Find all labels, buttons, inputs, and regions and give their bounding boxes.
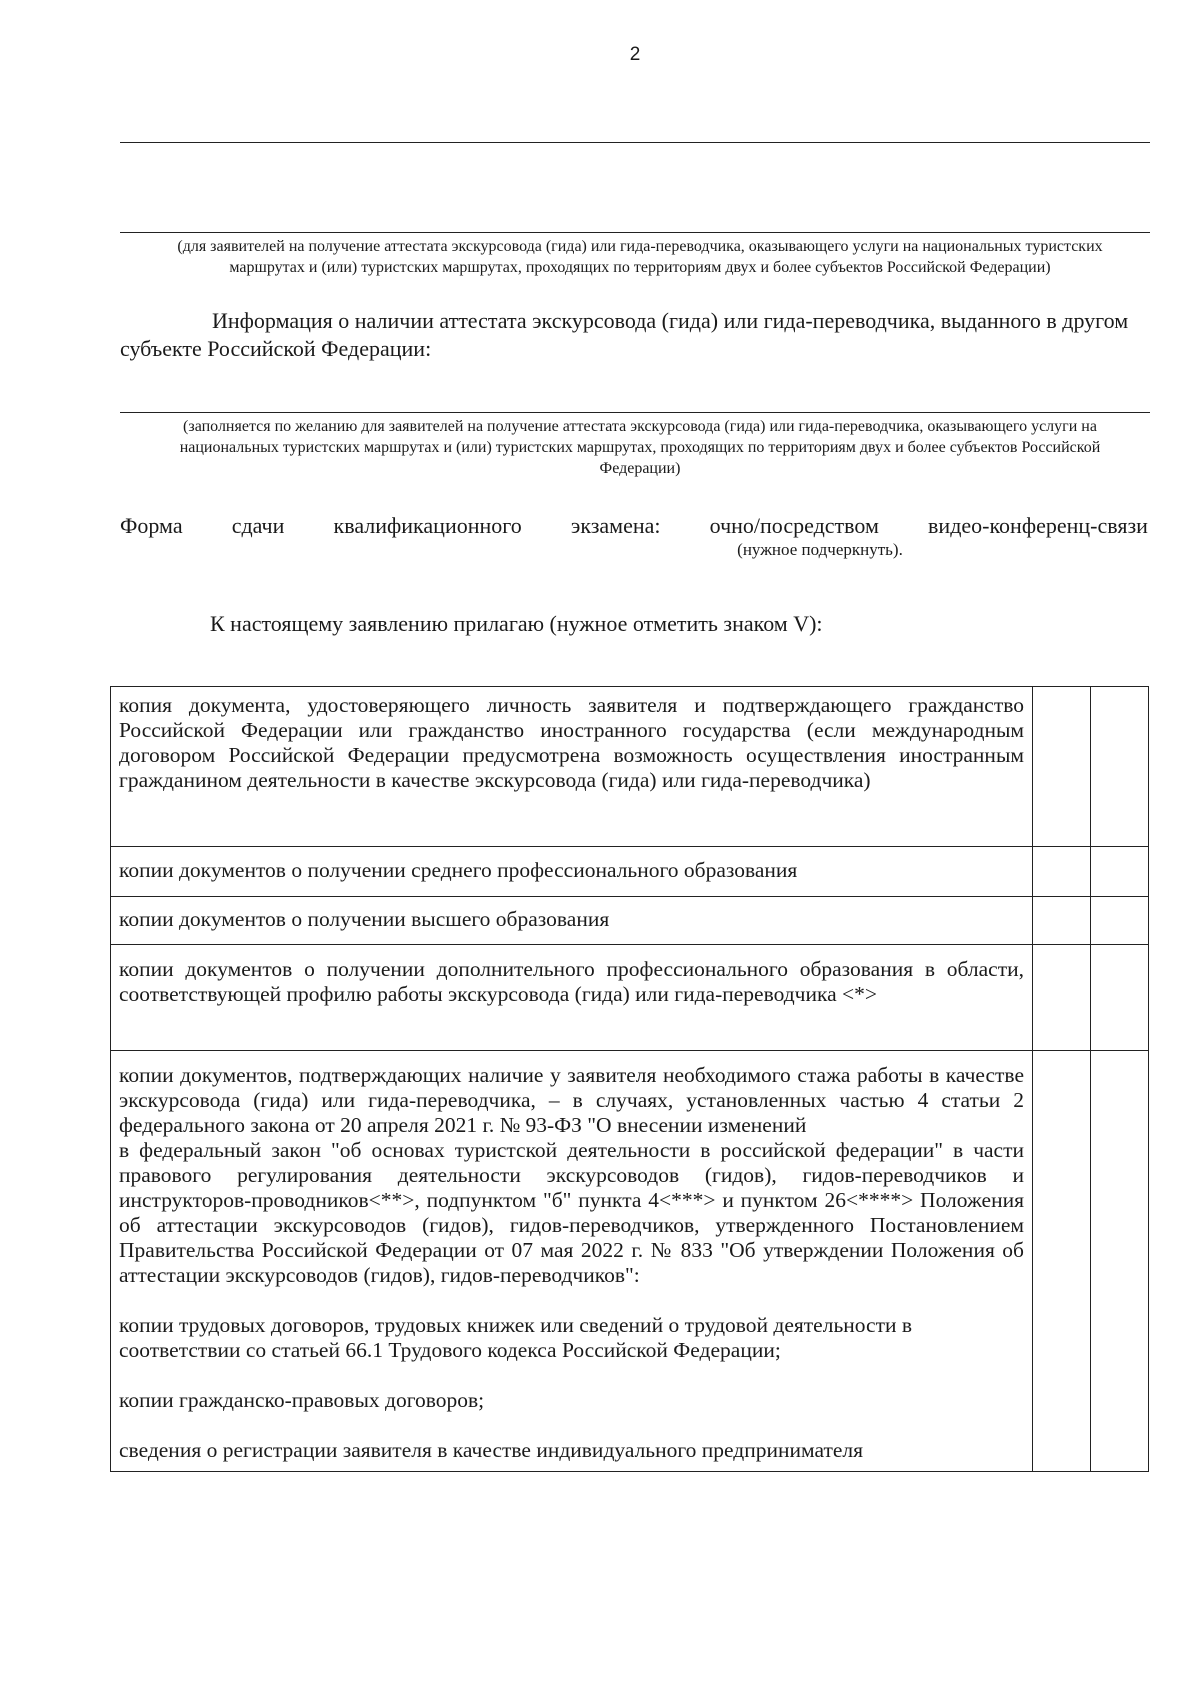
attachment-checkbox[interactable]	[1091, 945, 1149, 1051]
attachment-text: копии документов, подтверждающих наличие у заявителя необходимого стажа работы в качестве экскурсовода (гида) или гида-переводчика, – в случаях, установленных частью 4 статьи 2 федерального закона от 20 апреля 2021 г. № 93-ФЗ "О внесении изменений	[119, 1063, 1024, 1137]
applicant-scope-caption: (для заявителей на получение аттестата экскурсовода (гида) или гида-переводчика, оказывающего услуги на национальных туристских маршрутах и (или) туристских маршрутах, проходящих по территориям двух и более субъектов Российской Федерации)	[177, 238, 1103, 276]
attachment-checkbox[interactable]	[1091, 687, 1149, 847]
exam-form-option-in-person[interactable]: очно/посредством	[709, 513, 879, 538]
attachment-text: копия документа, удостоверяющего личность заявителя и подтверждающего гражданство Российской Федерации или гражданство иностранного государства (если международным договором Российской Федерации предусмотрена возможность осуществления иностранным гражданином деятельности в качестве экскурсовода (гида) или гида-переводчика)	[111, 687, 1033, 847]
exam-form-row	[120, 513, 1148, 539]
attachment-row	[111, 1051, 1149, 1472]
attachment-row	[111, 847, 1149, 897]
exam-form-option-video[interactable]: видео-конференц-связи	[928, 513, 1148, 538]
attachment-checkbox[interactable]	[1033, 847, 1091, 897]
attachment-text: копии документов о получении высшего образования	[111, 897, 1033, 945]
page-number: 2	[629, 44, 641, 65]
attachment-checkbox[interactable]	[1091, 1051, 1149, 1472]
attachment-checkbox[interactable]	[1033, 945, 1091, 1051]
attachment-checkbox[interactable]	[1091, 897, 1149, 945]
attachment-text: копии документов о получении среднего профессионального образования	[111, 847, 1033, 897]
attachment-checkbox[interactable]	[1091, 847, 1149, 897]
attestat-info-field-line[interactable]	[120, 412, 1150, 413]
attachment-text: копии документов о получении дополнительного профессионального образования в области, соответствующей профилю работы экскурсовода (гида) или гида-переводчика <*>	[111, 945, 1033, 1051]
blank-field-line-1[interactable]	[120, 142, 1150, 143]
exam-form-word: экзамена:	[570, 513, 661, 538]
attestat-info-caption: (заполняется по желанию для заявителей на получение аттестата экскурсовода (гида) или гида-переводчика, оказывающего услуги на национальных туристских маршрутах и (или) туристских маршрутах, проходящих по территориям двух и более субъектов Российской Федерации)	[179, 418, 1101, 477]
attestat-info-label: Информация о наличии аттестата экскурсовода (гида) или гида-переводчика, выданного в другом субъекте Российской Федерации:	[120, 308, 1129, 361]
exam-form-word: квалификационного	[333, 513, 522, 538]
blank-field-line-2[interactable]	[120, 232, 1150, 233]
attachment-sub-item: копии трудовых договоров, трудовых книжек или сведений о трудовой деятельности в соответствии со статьей 66.1 Трудового кодекса Российской Федерации;	[119, 1313, 913, 1362]
attachment-text-block	[111, 1051, 1033, 1472]
attachment-checkbox[interactable]	[1033, 897, 1091, 945]
exam-form-note: (нужное подчеркнуть).	[737, 540, 903, 559]
attachment-sub-item: сведения о регистрации заявителя в качестве индивидуального предпринимателя	[119, 1438, 864, 1462]
attachment-checkbox[interactable]	[1033, 1051, 1091, 1472]
attachment-row	[111, 687, 1149, 847]
attachment-text-continued: в федеральный закон "об основах туристской деятельности в российской федерации" в части правового регулирования деятельности экскурсоводов (гидов), гидов-переводчиков и инструкторов-проводников<**>, подпунктом "б" пункта 4<***> и пунктом 26<****> Положения об аттестации экскурсоводов (гидов), гидов-переводчиков, утвержденного Постановлением Правительства Российской Федерации от 07 мая 2022 г. № 833 "Об утверждении Положения об аттестации экскурсоводов (гидов), гидов-переводчиков":	[119, 1138, 1024, 1287]
exam-form-word: сдачи	[231, 513, 285, 538]
attachment-sub-item: копии гражданско-правовых договоров;	[119, 1388, 485, 1412]
attachment-row	[111, 897, 1149, 945]
attachments-title: К настоящему заявлению прилагаю (нужное отметить знаком V):	[210, 611, 823, 636]
attachment-row	[111, 945, 1149, 1051]
attachment-checkbox[interactable]	[1033, 687, 1091, 847]
attachments-table	[110, 686, 1149, 1472]
exam-form-word: Форма	[120, 513, 183, 538]
